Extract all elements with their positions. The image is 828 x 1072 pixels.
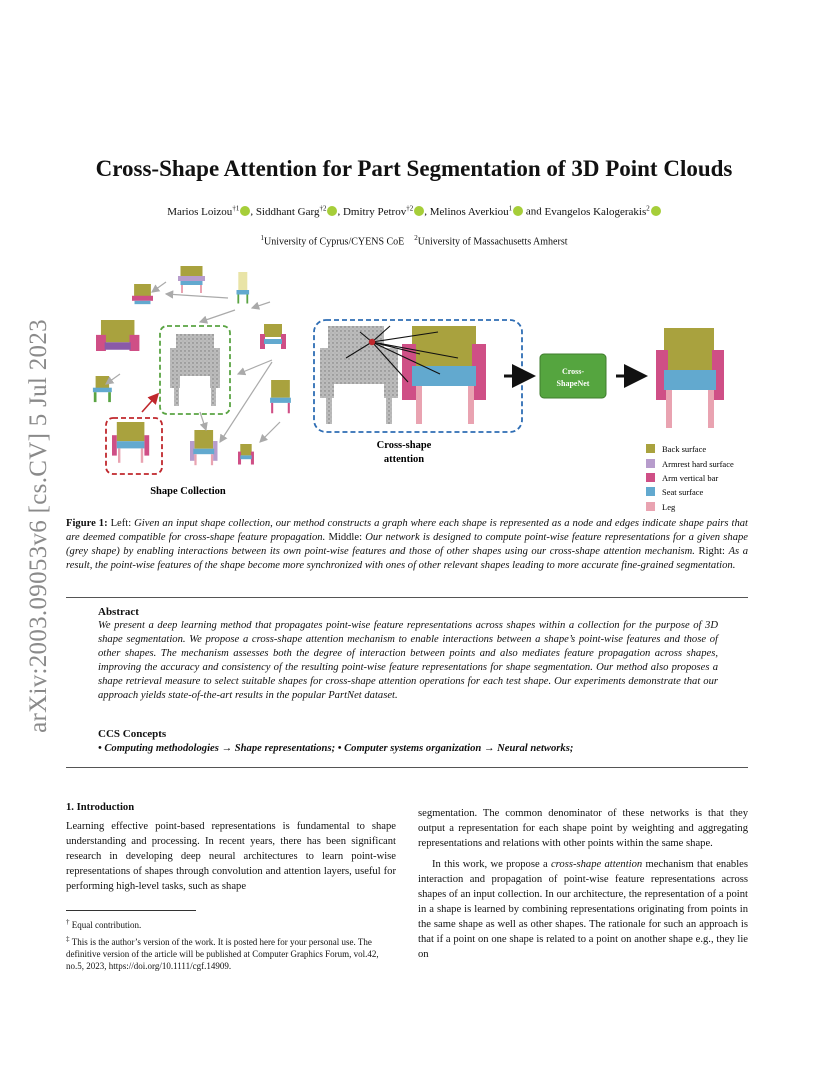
legend-item xyxy=(646,459,734,469)
footnote: ‡ This is the author’s version of the work. It is posted here for your personal use. The definitive version of the article will be published at Computer Graphics Forum, vol.42, no.5, 2023, https://doi.org/10.1111/cgf.14909. xyxy=(66,935,379,971)
paragraph: In this work, we propose a cross-shape attention mechanism that enables interaction and propagation of point-wise feature representations across shapes of an input collection. In our architecture, the representation of a point in a shape is learned by combining representations originating from points in the same shape as well as other shapes. The rationale for such an approach is that if a point on one shape is related to a point on another shape e.g., they lie on xyxy=(418,859,748,960)
attention-label: Cross-shape xyxy=(376,440,432,451)
chair-thumbnail xyxy=(237,272,250,304)
section-heading: 1. Introduction xyxy=(66,802,135,813)
author: Marios Loizou$^{\dagger 1}$ xyxy=(167,206,250,218)
divider xyxy=(66,767,748,768)
abstract xyxy=(98,605,718,703)
paragraph: segmentation. The common denominator of these networks is that they output a representation for each shape point by weighting and aggregating representations and relations with other points within the same shape. xyxy=(418,808,748,849)
author-list: Marios Loizou$^{\dagger 1}$ , Siddhant Garg$^{\dagger 2}$ , Dmitry Petrov$^{\dagger 2}$ , Melinos Averkiou$^1$ and Evangelos Kalogerakis$^2$ xyxy=(0,204,828,218)
legend-item xyxy=(646,502,676,512)
footnotes xyxy=(66,914,396,974)
affiliations: $^1$University of Cyprus/CYENS CoE $^2$University of Massachusetts Amherst xyxy=(260,234,568,248)
svg-text:Armrest hard surface: Armrest hard surface xyxy=(662,459,734,469)
footnote: † Equal contribution. xyxy=(66,918,142,930)
query-point-marker xyxy=(369,339,375,345)
ccs-heading: CCS Concepts xyxy=(98,728,167,740)
orcid-icon[interactable] xyxy=(240,206,250,216)
divider xyxy=(66,597,748,598)
author: Dmitry Petrov$^{\dagger 2}$ xyxy=(343,206,424,218)
ccs-concepts: • Computing methodologies → Shape representations; • Computer systems organization → Neural networks; xyxy=(98,743,574,754)
chair-thumbnail xyxy=(238,444,254,465)
chair-thumbnail xyxy=(112,422,149,463)
chair-thumbnail xyxy=(178,266,205,293)
author: Siddhant Garg$^{\dagger 2}$ xyxy=(256,206,338,218)
segmented-chair xyxy=(656,328,724,428)
abstract-text: We present a deep learning method that propagates point-wise feature representations across shapes within a collection for the purpose of 3D shape segmentation. We propose a cross-shape attention mechanism to enable interactions between a shape’s point-wise features and those of other shapes. The mechanism assesses both the degree of interaction between points and also mediates feature propagation across shapes, improving the accuracy and consistency of the resulting point-wise feature representations for shape segmentation. Our method also proposes a shape retrieval measure to select suitable shapes for cross-shape attention operations for each test shape. Our experiments demonstrate that our approach yields state-of-the-art results in the popular PartNet dataset. xyxy=(98,620,718,701)
left-column xyxy=(66,800,396,900)
network-label: ShapeNet xyxy=(556,379,590,388)
legend xyxy=(646,444,734,512)
svg-text:Seat surface: Seat surface xyxy=(662,487,704,497)
svg-text:Back surface: Back surface xyxy=(662,444,707,454)
orcid-icon[interactable] xyxy=(414,206,424,216)
author: Melinos Averkiou$^1$ xyxy=(430,206,523,218)
cross-shapenet-box xyxy=(540,354,606,398)
figure-caption: Figure 1: Left: Given an input shape collection, our method constructs a graph where each shape is represented as a node and edges indicate shape pairs that are deemed compatible for cross-shape feature propagation. Middle: Our network is designed to compute point-wise feature representations for a given shape (grey shape) by enabling interactions between its own point-wise features and those of other shapes using our cross-shape attention mechanism. Right: As a result, the point-wise features of the shape become more synchronized with ones of other relevant shapes leading to more accurate fine-grained segmentation. xyxy=(66,518,749,571)
chair-thumbnail xyxy=(270,380,291,413)
attention-label: attention xyxy=(383,454,425,465)
attention-chair-grey xyxy=(320,326,398,424)
orcid-icon[interactable] xyxy=(513,206,523,216)
paper-title: Cross-Shape Attention for Part Segmentation of 3D Point Clouds xyxy=(95,156,733,181)
query-chair-grey xyxy=(170,334,220,406)
network-label: Cross- xyxy=(561,367,585,376)
chair-thumbnail xyxy=(190,430,218,465)
shape-collection-label: Shape Collection xyxy=(150,486,226,497)
chair-thumbnail xyxy=(93,376,112,402)
abstract-heading: Abstract xyxy=(98,606,139,618)
svg-text:Arm vertical bar: Arm vertical bar xyxy=(662,473,719,483)
legend-item xyxy=(646,473,718,483)
arxiv-stamp: arXiv:2003.09053v6 [cs.CV] 5 Jul 2023 xyxy=(25,319,52,733)
orcid-icon[interactable] xyxy=(327,206,337,216)
legend-item xyxy=(646,487,704,497)
svg-text:Leg: Leg xyxy=(662,502,676,512)
figure-1 xyxy=(60,262,760,517)
footnote-rule xyxy=(66,910,196,911)
orcid-icon[interactable] xyxy=(651,206,661,216)
paragraph: Learning effective point-based representations is fundamental to shape understanding and processing. In recent years, there has been significant research in developing deep neural architectures to learn point-wise representations of shapes through convolution and attention layers, useful for performing high-level tasks, such as shape xyxy=(66,821,396,892)
legend-item xyxy=(646,444,706,454)
author: Evangelos Kalogerakis$^2$ xyxy=(545,206,661,218)
right-column xyxy=(418,806,748,968)
attention-chair-colored xyxy=(402,326,486,424)
chair-thumbnail xyxy=(260,324,286,349)
chair-thumbnail xyxy=(132,284,153,304)
chair-thumbnail xyxy=(96,320,139,351)
